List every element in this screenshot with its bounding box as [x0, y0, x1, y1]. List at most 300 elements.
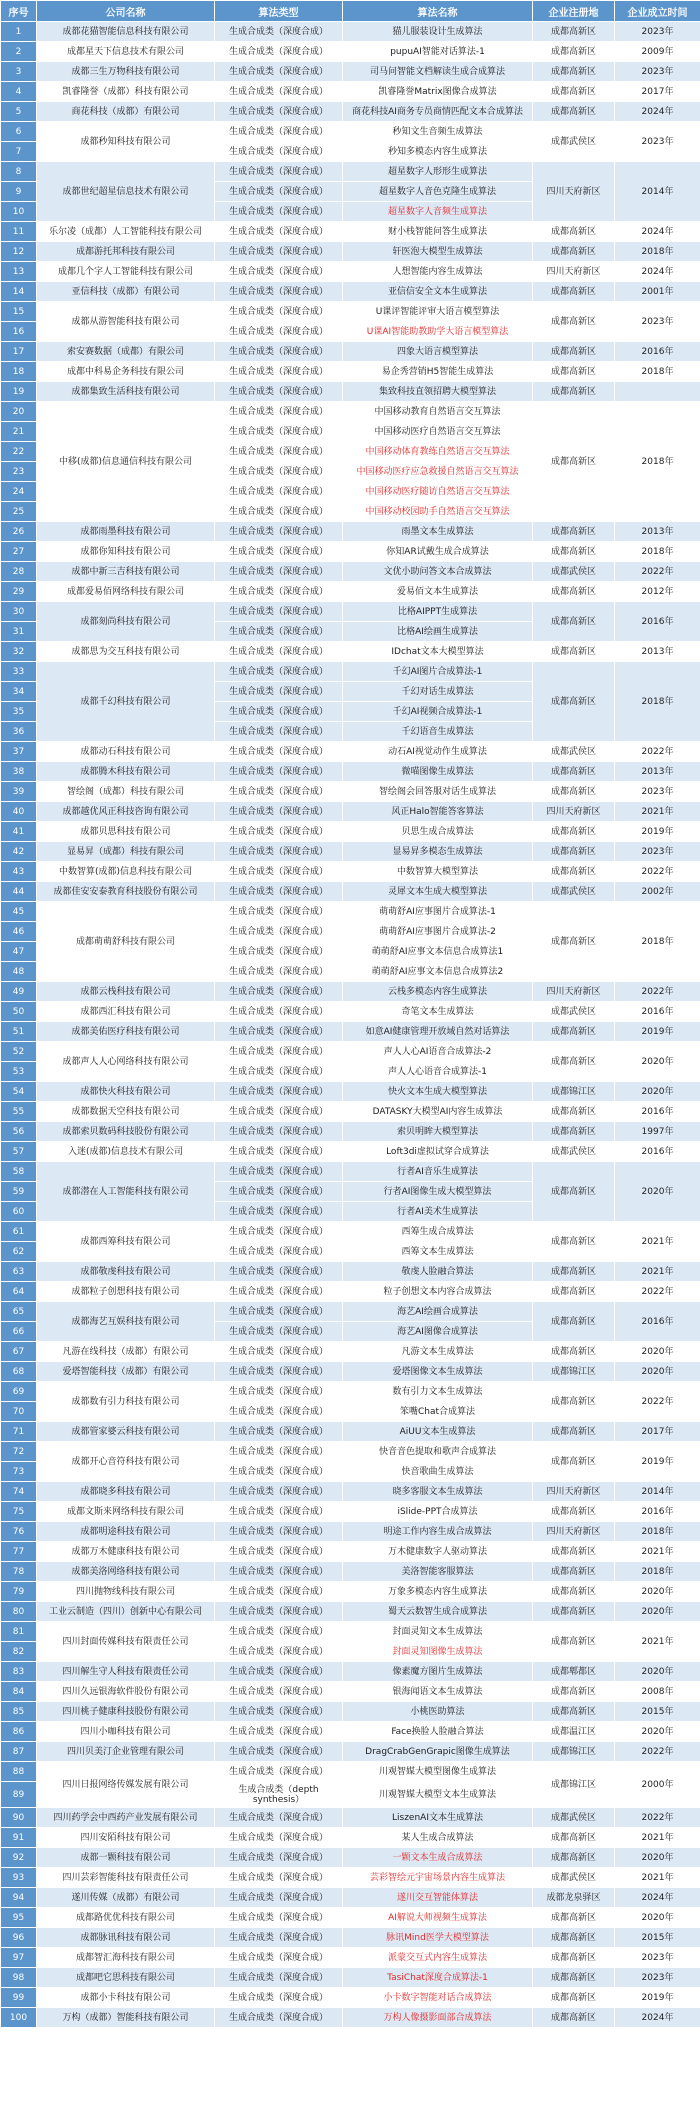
header-company: 公司名称	[37, 1, 215, 22]
registration-cell: 成都高新区	[533, 862, 615, 882]
algorithm-type-cell: 生成合成类（深度合成）	[215, 862, 343, 882]
algorithm-name-cell	[343, 1482, 533, 1502]
algorithm-name-cell	[343, 982, 533, 1002]
founded-year-cell: 2020年	[615, 1042, 700, 1082]
registration-cell: 成都高新区	[533, 1988, 615, 2008]
algorithm-name-cell	[343, 1022, 533, 1042]
row-seq-cell: 36	[1, 722, 37, 742]
table-row	[1, 102, 700, 122]
algorithm-name-text: IDchat文本大模型算法	[391, 646, 484, 657]
table-row	[1, 1988, 700, 2008]
algorithm-type-cell: 生成合成类（深度合成）	[215, 1908, 343, 1928]
table-row	[1, 1382, 700, 1402]
algorithm-name-cell	[343, 1262, 533, 1282]
table-row	[1, 1482, 700, 1502]
founded-year-cell: 2021年	[615, 1542, 700, 1562]
company-name-cell: 成都开心音符科技有限公司	[37, 1442, 215, 1482]
founded-year-cell: 2023年	[615, 122, 700, 162]
algorithm-name-text: 商花科技AI商务专员商情匹配文本合成算法	[352, 106, 523, 117]
founded-year-cell: 2022年	[615, 742, 700, 762]
header-founded: 企业成立时间	[615, 1, 700, 22]
algorithm-type-cell: 生成合成类（深度合成）	[215, 1562, 343, 1582]
table-row	[1, 782, 700, 802]
algorithm-type-cell: 生成合成类（深度合成）	[215, 242, 343, 262]
algorithm-name-cell	[343, 1908, 533, 1928]
algorithm-name-text: 明途工作内容生成合成算法	[383, 1526, 492, 1537]
row-seq-cell: 1	[1, 22, 37, 42]
algorithm-type-cell: 生成合成类（深度合成）	[215, 1968, 343, 1988]
company-name-cell: 成都美佑医疗科技有限公司	[37, 1022, 215, 1042]
algorithm-name-text: 海艺AI图像合成算法	[397, 1326, 478, 1337]
table-row	[1, 802, 700, 822]
row-seq-cell: 19	[1, 382, 37, 402]
row-seq-cell: 40	[1, 802, 37, 822]
founded-year-cell	[615, 382, 700, 402]
table-row	[1, 1928, 700, 1948]
algorithm-name-cell	[343, 922, 533, 942]
table-row	[1, 2008, 700, 2028]
founded-year-cell: 2024年	[615, 262, 700, 282]
founded-year-cell: 2022年	[615, 1282, 700, 1302]
table-row	[1, 1422, 700, 1442]
founded-year-cell: 2020年	[615, 1162, 700, 1222]
founded-year-cell: 2021年	[615, 1622, 700, 1662]
algorithm-name-text: 粒子创想文本内容合成算法	[383, 1286, 492, 1297]
table-row	[1, 1762, 700, 1782]
algorithm-name-cell	[343, 442, 533, 462]
company-name-cell: 智绘阁（成都）科技有限公司	[37, 782, 215, 802]
founded-year-cell: 2023年	[615, 302, 700, 342]
registration-cell: 成都高新区	[533, 382, 615, 402]
algorithm-type-cell: 生成合成类（深度合成）	[215, 1402, 343, 1422]
company-name-cell: 成都秒知科技有限公司	[37, 122, 215, 162]
row-seq-cell: 76	[1, 1522, 37, 1542]
algorithm-name-text: 万木健康数字人驱动算法	[387, 1546, 487, 1557]
algorithm-type-cell: 生成合成类（深度合成）	[215, 1868, 343, 1888]
algorithm-type-cell: 生成合成类（深度合成）	[215, 1988, 343, 2008]
algorithm-name-text: 美洛智能客服算法	[401, 1566, 474, 1577]
algorithm-type-cell: 生成合成类（深度合成）	[215, 1362, 343, 1382]
algorithm-type-cell: 生成合成类（深度合成）	[215, 122, 343, 142]
company-name-cell: 成都文斯来网络科技有限公司	[37, 1502, 215, 1522]
algorithm-name-cell	[343, 1848, 533, 1868]
row-seq-cell: 15	[1, 302, 37, 322]
algorithm-name-cell	[343, 1182, 533, 1202]
algorithm-name-text: 遂川交互智能体算法	[396, 1892, 478, 1903]
algorithm-type-cell: 生成合成类（深度合成）	[215, 1928, 343, 1948]
algorithm-type-cell: 生成合成类（深度合成）	[215, 402, 343, 422]
algorithm-name-text: 萌萌舒AI应事文本信息合成算法1	[371, 946, 504, 957]
algorithm-type-cell: 生成合成类（深度合成）	[215, 1322, 343, 1342]
company-name-cell: 爱塔智能科技（成都）有限公司	[37, 1362, 215, 1382]
row-seq-cell: 62	[1, 1242, 37, 1262]
algorithm-name-cell	[343, 602, 533, 622]
algorithm-name-text: Loft3di虚拟试穿合成算法	[386, 1146, 489, 1157]
row-seq-cell: 44	[1, 882, 37, 902]
algorithm-name-cell	[343, 582, 533, 602]
company-name-cell: 成都三生万物科技有限公司	[37, 62, 215, 82]
algorithm-type-cell: 生成合成类（深度合成）	[215, 1582, 343, 1602]
algorithm-name-text: 封面灵知图像生成算法	[392, 1646, 483, 1657]
table-row	[1, 1662, 700, 1682]
company-name-cell: 成都从游智能科技有限公司	[37, 302, 215, 342]
company-name-cell: 成都千幻科技有限公司	[37, 662, 215, 742]
algorithm-type-cell: 生成合成类（深度合成）	[215, 1762, 343, 1782]
algorithm-name-text: 比格AIPPT生成算法	[397, 606, 478, 617]
table-row	[1, 582, 700, 602]
algorithm-name-text: 显易昇多模态生成算法	[392, 846, 483, 857]
algorithm-name-cell	[343, 1582, 533, 1602]
row-seq-cell: 94	[1, 1888, 37, 1908]
row-seq-cell: 43	[1, 862, 37, 882]
founded-year-cell: 2020年	[615, 1342, 700, 1362]
founded-year-cell: 2018年	[615, 1562, 700, 1582]
algorithm-name-cell	[343, 1302, 533, 1322]
row-seq-cell: 51	[1, 1022, 37, 1042]
company-name-cell: 成都西汇科技有限公司	[37, 1002, 215, 1022]
company-name-cell: 入迷(成都)信息技术有限公司	[37, 1142, 215, 1162]
algorithm-name-text: 西筹文本生成算法	[401, 1246, 474, 1257]
founded-year-cell: 2019年	[615, 1442, 700, 1482]
table-row	[1, 1162, 700, 1182]
registration-cell: 成都高新区	[533, 1848, 615, 1868]
algorithm-name-text: 集致科技直领招聘大模型算法	[378, 386, 496, 397]
row-seq-cell: 42	[1, 842, 37, 862]
company-name-cell: 亚信科技（成都）有限公司	[37, 282, 215, 302]
registration-cell: 成都高新区	[533, 842, 615, 862]
algorithm-name-cell	[343, 1542, 533, 1562]
header-seq: 序号	[1, 1, 37, 22]
company-name-cell: 成都明途科技有限公司	[37, 1522, 215, 1542]
row-seq-cell: 67	[1, 1342, 37, 1362]
table-row	[1, 1442, 700, 1462]
row-seq-cell: 31	[1, 622, 37, 642]
algorithm-name-text: 封面灵知文本生成算法	[392, 1626, 483, 1637]
algorithm-name-cell	[343, 1782, 533, 1808]
algorithm-name-cell	[343, 42, 533, 62]
table-row	[1, 522, 700, 542]
company-name-cell: 四川桃子健康科技股份有限公司	[37, 1702, 215, 1722]
algorithm-type-cell: 生成合成类（深度合成）	[215, 1062, 343, 1082]
founded-year-cell: 2018年	[615, 362, 700, 382]
algorithm-name-cell	[343, 1342, 533, 1362]
company-name-cell: 成都声人人心网络科技有限公司	[37, 1042, 215, 1082]
algorithm-name-cell	[343, 682, 533, 702]
founded-year-cell: 2017年	[615, 82, 700, 102]
row-seq-cell: 92	[1, 1848, 37, 1868]
algorithm-name-cell	[343, 642, 533, 662]
registration-cell: 成都高新区	[533, 1582, 615, 1602]
algorithm-name-cell	[343, 282, 533, 302]
algorithm-name-cell	[343, 662, 533, 682]
founded-year-cell: 2020年	[615, 1722, 700, 1742]
algorithm-type-cell: 生成合成类（深度合成）	[215, 1462, 343, 1482]
algorithm-name-cell	[343, 262, 533, 282]
row-seq-cell: 12	[1, 242, 37, 262]
company-name-cell: 成都刻尚科技有限公司	[37, 602, 215, 642]
row-seq-cell: 23	[1, 462, 37, 482]
row-seq-cell: 10	[1, 202, 37, 222]
algorithm-type-cell: 生成合成类（深度合成）	[215, 902, 343, 922]
row-seq-cell: 55	[1, 1102, 37, 1122]
row-seq-cell: 78	[1, 1562, 37, 1582]
algorithm-type-cell: 生成合成类（深度合成）	[215, 662, 343, 682]
algorithm-type-cell: 生成合成类（深度合成）	[215, 1828, 343, 1848]
table-row	[1, 1808, 700, 1828]
table-row	[1, 1622, 700, 1642]
row-seq-cell: 4	[1, 82, 37, 102]
algorithm-name-cell	[343, 102, 533, 122]
company-name-cell: 中数智算(成都)信息科技有限公司	[37, 862, 215, 882]
algorithm-type-cell: 生成合成类（深度合成）	[215, 22, 343, 42]
algorithm-name-text: 贝思生成合成算法	[401, 826, 474, 837]
row-seq-cell: 38	[1, 762, 37, 782]
company-name-cell: 成都腾木科技有限公司	[37, 762, 215, 782]
row-seq-cell: 95	[1, 1908, 37, 1928]
table-row	[1, 1948, 700, 1968]
algorithm-type-cell: 生成合成类（深度合成）	[215, 782, 343, 802]
algorithm-type-cell: 生成合成类（深度合成）	[215, 1642, 343, 1662]
registration-cell: 成都武侯区	[533, 882, 615, 902]
algorithm-type-cell: 生成合成类（深度合成）	[215, 422, 343, 442]
table-row	[1, 1542, 700, 1562]
registration-cell: 成都高新区	[533, 1422, 615, 1442]
algorithm-name-text: 声人人心AI语音合成算法-2	[383, 1046, 492, 1057]
table-row	[1, 42, 700, 62]
registration-cell: 成都高新区	[533, 1948, 615, 1968]
row-seq-cell: 3	[1, 62, 37, 82]
table-row	[1, 542, 700, 562]
founded-year-cell: 2008年	[615, 1682, 700, 1702]
registration-cell: 成都高新区	[533, 1342, 615, 1362]
algorithm-type-cell: 生成合成类（深度合成）	[215, 1662, 343, 1682]
algorithm-type-cell: 生成合成类（深度合成）	[215, 2008, 343, 2028]
row-seq-cell: 28	[1, 562, 37, 582]
algorithm-type-cell: 生成合成类（深度合成）	[215, 302, 343, 322]
algorithm-type-cell: 生成合成类（深度合成）	[215, 1742, 343, 1762]
registration-cell: 成都温江区	[533, 1722, 615, 1742]
company-name-cell: 成都数有引力科技有限公司	[37, 1382, 215, 1422]
registration-cell: 成都高新区	[533, 1968, 615, 1988]
row-seq-cell: 64	[1, 1282, 37, 1302]
table-row	[1, 1702, 700, 1722]
algorithm-name-text: 超星数字人音色克隆生成算法	[378, 186, 496, 197]
algorithm-name-cell	[343, 382, 533, 402]
registration-cell: 成都武侯区	[533, 1808, 615, 1828]
algorithm-name-cell	[343, 862, 533, 882]
company-name-cell: 成都几个字人工智能科技有限公司	[37, 262, 215, 282]
registration-cell: 成都武侯区	[533, 1142, 615, 1162]
algorithm-name-cell	[343, 502, 533, 522]
algorithm-name-text: 萌萌舒AI应事图片合成算法-1	[379, 906, 496, 917]
founded-year-cell: 2016年	[615, 1302, 700, 1342]
algorithm-name-cell	[343, 222, 533, 242]
algorithm-type-cell: 生成合成类（深度合成）	[215, 102, 343, 122]
algorithm-name-text: 智绘阁会回答服对话生成算法	[378, 786, 496, 797]
algorithm-name-cell	[343, 722, 533, 742]
founded-year-cell: 2023年	[615, 842, 700, 862]
registration-cell: 成都郫都区	[533, 1662, 615, 1682]
registration-cell: 成都高新区	[533, 22, 615, 42]
algorithm-type-cell: 生成合成类（深度合成）	[215, 1162, 343, 1182]
table-row	[1, 762, 700, 782]
row-seq-cell: 54	[1, 1082, 37, 1102]
algorithm-name-cell	[343, 1562, 533, 1582]
algorithm-type-cell: 生成合成类（深度合成）	[215, 262, 343, 282]
registration-cell: 成都高新区	[533, 1022, 615, 1042]
algorithm-name-cell	[343, 942, 533, 962]
algorithm-name-cell	[343, 402, 533, 422]
registration-cell: 成都高新区	[533, 1282, 615, 1302]
founded-year-cell: 2017年	[615, 1422, 700, 1442]
algorithm-name-text: 易企秀营销H5智能生成算法	[381, 366, 494, 377]
registration-cell: 成都高新区	[533, 222, 615, 242]
row-seq-cell: 18	[1, 362, 37, 382]
founded-year-cell: 2023年	[615, 62, 700, 82]
table-row	[1, 1502, 700, 1522]
company-name-cell: 成都萌萌舒科技有限公司	[37, 902, 215, 982]
company-name-cell: 成都佳安安泰教育科技股份有限公司	[37, 882, 215, 902]
company-name-cell: 成都索贝数码科技股份有限公司	[37, 1122, 215, 1142]
row-seq-cell: 79	[1, 1582, 37, 1602]
founded-year-cell: 2022年	[615, 1808, 700, 1828]
founded-year-cell: 2023年	[615, 1968, 700, 1988]
algorithm-name-cell	[343, 1742, 533, 1762]
table-row	[1, 1888, 700, 1908]
table-row	[1, 1102, 700, 1122]
company-name-cell: 成都西筹科技有限公司	[37, 1222, 215, 1262]
founded-year-cell: 2021年	[615, 1262, 700, 1282]
algorithm-name-text: iSlide-PPT合成算法	[397, 1506, 478, 1517]
algorithm-name-cell	[343, 1062, 533, 1082]
company-name-cell: 成都吧它思科技有限公司	[37, 1968, 215, 1988]
founded-year-cell: 2013年	[615, 522, 700, 542]
header-registration: 企业注册地	[533, 1, 615, 22]
company-name-cell: 四川封面传媒科技有限责任公司	[37, 1622, 215, 1662]
table-row	[1, 562, 700, 582]
algorithm-type-cell: 生成合成类（深度合成）	[215, 882, 343, 902]
registration-cell: 四川天府新区	[533, 162, 615, 222]
row-seq-cell: 81	[1, 1622, 37, 1642]
registration-cell: 成都锦江区	[533, 1082, 615, 1102]
algorithm-type-cell: 生成合成类（深度合成）	[215, 1382, 343, 1402]
founded-year-cell: 2013年	[615, 642, 700, 662]
registration-cell: 成都锦江区	[533, 1762, 615, 1808]
row-seq-cell: 6	[1, 122, 37, 142]
algorithm-type-cell: 生成合成类（深度合成）	[215, 842, 343, 862]
company-name-cell: 工业云制造（四川）创新中心有限公司	[37, 1602, 215, 1622]
algorithm-type-cell: 生成合成类（深度合成）	[215, 482, 343, 502]
algorithm-name-cell	[343, 1888, 533, 1908]
row-seq-cell: 39	[1, 782, 37, 802]
algorithm-type-cell: 生成合成类（深度合成）	[215, 82, 343, 102]
table-row	[1, 1682, 700, 1702]
algorithm-name-cell	[343, 182, 533, 202]
algorithm-name-cell	[343, 1868, 533, 1888]
founded-year-cell: 2019年	[615, 1988, 700, 2008]
table-row	[1, 882, 700, 902]
algorithm-name-text: 雨墨文本生成算法	[401, 526, 474, 537]
algorithm-name-text: 万构人像摄影面部合成算法	[383, 2012, 492, 2023]
algorithm-type-cell: 生成合成类（深度合成）	[215, 1888, 343, 1908]
table-row	[1, 1282, 700, 1302]
algorithm-name-cell	[343, 1402, 533, 1422]
registration-cell: 成都高新区	[533, 1442, 615, 1482]
table-row	[1, 1362, 700, 1382]
company-name-cell: 成都晓多科技有限公司	[37, 1482, 215, 1502]
founded-year-cell: 2016年	[615, 1502, 700, 1522]
header-algorithm-type: 算法类型	[215, 1, 343, 22]
company-name-cell: 四川贝美汀企业管理有限公司	[37, 1742, 215, 1762]
registration-cell: 成都龙泉驿区	[533, 1888, 615, 1908]
algorithm-type-cell: 生成合成类（深度合成）	[215, 282, 343, 302]
algorithm-name-text: 爱易佰文本生成算法	[396, 586, 478, 597]
row-seq-cell: 82	[1, 1642, 37, 1662]
row-seq-cell: 11	[1, 222, 37, 242]
table-row	[1, 1082, 700, 1102]
registration-cell: 成都高新区	[533, 82, 615, 102]
registration-cell: 成都高新区	[533, 402, 615, 522]
company-name-cell: 成都潜在人工智能科技有限公司	[37, 1162, 215, 1222]
algorithm-name-cell	[343, 1222, 533, 1242]
algorithm-name-cell	[343, 962, 533, 982]
company-name-cell: 四川久远银海软件股份有限公司	[37, 1682, 215, 1702]
algorithm-name-cell	[343, 1142, 533, 1162]
founded-year-cell: 1997年	[615, 1122, 700, 1142]
founded-year-cell: 2016年	[615, 1002, 700, 1022]
row-seq-cell: 33	[1, 662, 37, 682]
registration-cell: 成都高新区	[533, 542, 615, 562]
company-name-cell: 成都世纪超星信息技术有限公司	[37, 162, 215, 222]
header-algorithm-name: 算法名称	[343, 1, 533, 22]
row-seq-cell: 93	[1, 1868, 37, 1888]
algorithm-name-text: 声人人心语音合成算法-1	[388, 1066, 487, 1077]
registration-cell: 四川天府新区	[533, 982, 615, 1002]
table-row	[1, 642, 700, 662]
table-row	[1, 1342, 700, 1362]
row-seq-cell: 85	[1, 1702, 37, 1722]
row-seq-cell: 29	[1, 582, 37, 602]
algorithm-name-text: 脉讯Mind医学大模型算法	[386, 1932, 489, 1943]
founded-year-cell: 2002年	[615, 882, 700, 902]
company-name-cell: 成都智汇海科技有限公司	[37, 1948, 215, 1968]
algorithm-name-cell	[343, 22, 533, 42]
company-name-cell: 成都美洛网络科技有限公司	[37, 1562, 215, 1582]
registration-cell: 四川天府新区	[533, 262, 615, 282]
founded-year-cell: 2021年	[615, 1868, 700, 1888]
algorithm-name-text: 海艺AI绘画合成算法	[397, 1306, 478, 1317]
registration-cell: 成都武侯区	[533, 1868, 615, 1888]
founded-year-cell: 2020年	[615, 1908, 700, 1928]
founded-year-cell: 2012年	[615, 582, 700, 602]
founded-year-cell: 2018年	[615, 1522, 700, 1542]
algorithm-type-cell: 生成合成类（深度合成）	[215, 142, 343, 162]
algorithm-type-cell: 生成合成类（depth synthesis）	[215, 1782, 343, 1808]
company-name-cell: 万构（成都）智能科技有限公司	[37, 2008, 215, 2028]
row-seq-cell: 83	[1, 1662, 37, 1682]
algorithm-name-text: 秒知多模态内容生成算法	[387, 146, 487, 157]
algorithm-type-cell: 生成合成类（深度合成）	[215, 1082, 343, 1102]
company-name-cell: 成都中科易企务科技有限公司	[37, 362, 215, 382]
algorithm-type-cell: 生成合成类（深度合成）	[215, 1142, 343, 1162]
algorithm-type-cell: 生成合成类（深度合成）	[215, 322, 343, 342]
algorithm-type-cell: 生成合成类（深度合成）	[215, 1182, 343, 1202]
algorithm-name-text: 萌萌舒AI应事图片合成算法-2	[379, 926, 496, 937]
founded-year-cell: 2018年	[615, 902, 700, 982]
registration-cell: 成都高新区	[533, 2008, 615, 2028]
founded-year-cell: 2020年	[615, 1582, 700, 1602]
row-seq-cell: 35	[1, 702, 37, 722]
